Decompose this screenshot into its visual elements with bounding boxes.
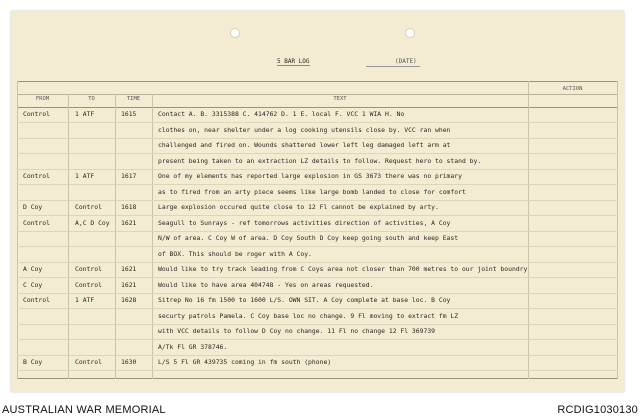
row-rule: [17, 370, 618, 371]
entry-time: 1617: [121, 172, 137, 180]
entry-to: Control: [75, 358, 102, 366]
entry-from: Control: [23, 296, 50, 304]
log-date-label: (DATE): [395, 58, 417, 65]
header-action: ACTION: [562, 86, 583, 92]
entry-text: clothes on, near shelter under a log cooking utensils close by. VCC ran when: [158, 125, 451, 134]
row-rule: [17, 122, 618, 123]
entry-text: Contact A. B. 3315388 C. 414762 D. 1 E. local F. VCC 1 WIA H. No: [158, 110, 405, 118]
entry-time: 1618: [121, 203, 137, 211]
entry-text: of BOX. This should be roger with A Coy.: [158, 249, 312, 258]
entry-text: Seagull to Sunrays - ref tomorrows activities direction of activities, A Coy: [158, 218, 451, 227]
row-rule: [17, 231, 618, 232]
entry-from: B Coy: [23, 358, 43, 366]
entry-to: Control: [75, 203, 102, 211]
punch-hole: [405, 28, 415, 38]
row-rule: [17, 153, 618, 154]
header-time: TIME: [126, 96, 141, 102]
entry-text: One of my elements has reported large explosion in GS 3673 there was no primary: [158, 172, 462, 180]
entry-from: Control: [23, 218, 50, 227]
row-rule: [17, 355, 618, 356]
log-sheet: [11, 11, 624, 392]
entry-to: 1 ATF: [75, 110, 95, 118]
entry-to: 1 ATF: [75, 172, 95, 180]
header-to: TO: [88, 96, 95, 102]
entry-from: Control: [23, 172, 50, 180]
row-rule: [17, 277, 618, 278]
entry-text: Would like to try track leading from C Coys area not closer than 700 metres to our joint boundry: [158, 265, 528, 273]
entry-to: Control: [75, 265, 102, 273]
row-rule: [17, 138, 618, 139]
entry-text: Sitrep No 16 fm 1500 to 1600 L/S. OWN SIT. A Coy complete at base loc. B Coy: [158, 296, 451, 304]
log-title: 5 BAR LOG: [277, 58, 310, 65]
row-rule: [17, 184, 618, 185]
entry-text: with VCC details to follow D Coy no change. 11 Fl no change 12 Fl 369739: [158, 327, 436, 335]
entry-time: 1615: [121, 110, 137, 118]
archive-reference: RCDIG1030130: [557, 404, 638, 416]
entry-time: 1630: [121, 358, 137, 366]
entry-text: Would like to have area 404748 - Yes on areas requested.: [158, 280, 374, 289]
row-rule: [17, 200, 618, 201]
row-rule: [17, 324, 618, 325]
entry-from: A Coy: [23, 265, 43, 273]
header-text: TEXT: [333, 96, 347, 102]
entry-to: Control: [75, 280, 102, 289]
entry-text: present being taken to an extraction LZ details to follow. Request hero to stand by.: [158, 156, 482, 165]
entry-time: 1628: [121, 296, 137, 304]
entry-text: Large explosion occured quite close to 12 Fl cannot be explained by arty.: [158, 203, 439, 211]
row-rule: [17, 262, 618, 263]
entry-time: 1621: [121, 280, 137, 289]
entry-text: N/W of area. C Coy W of area. D Coy South D Coy keep going south and keep East: [158, 234, 459, 242]
entry-time: 1621: [121, 265, 137, 273]
row-rule: [17, 215, 618, 216]
entry-from: D Coy: [23, 203, 43, 211]
header-from: FROM: [35, 96, 50, 102]
row-rule: [17, 308, 618, 309]
entry-text: challenged and fired on. Wounds shattered lower left leg damaged left arm at: [158, 141, 451, 149]
entry-from: C Coy: [23, 280, 43, 289]
entry-time: 1621: [121, 218, 137, 227]
entry-text: L/S 5 Fl GR 439735 coming in fm south (phone): [158, 358, 332, 366]
row-rule: [17, 293, 618, 294]
row-rule: [17, 246, 618, 247]
row-rule: [17, 169, 618, 170]
entry-text: as to fired from an arty piece seems like large bomb landed to close for comfort: [158, 187, 466, 196]
archive-credit: AUSTRALIAN WAR MEMORIAL: [2, 404, 166, 416]
entry-to: A,C D Coy: [75, 218, 110, 227]
date-line: [366, 66, 420, 67]
entry-text: A/Tk Fl GR 378746.: [158, 342, 228, 351]
punch-hole: [230, 28, 240, 38]
entry-to: 1 ATF: [75, 296, 95, 304]
entry-text: securty patrols Pamela. C Coy base loc no change. 9 Fl moving to extract fm LZ: [158, 311, 459, 320]
entry-from: Control: [23, 110, 50, 118]
row-rule: [17, 339, 618, 340]
